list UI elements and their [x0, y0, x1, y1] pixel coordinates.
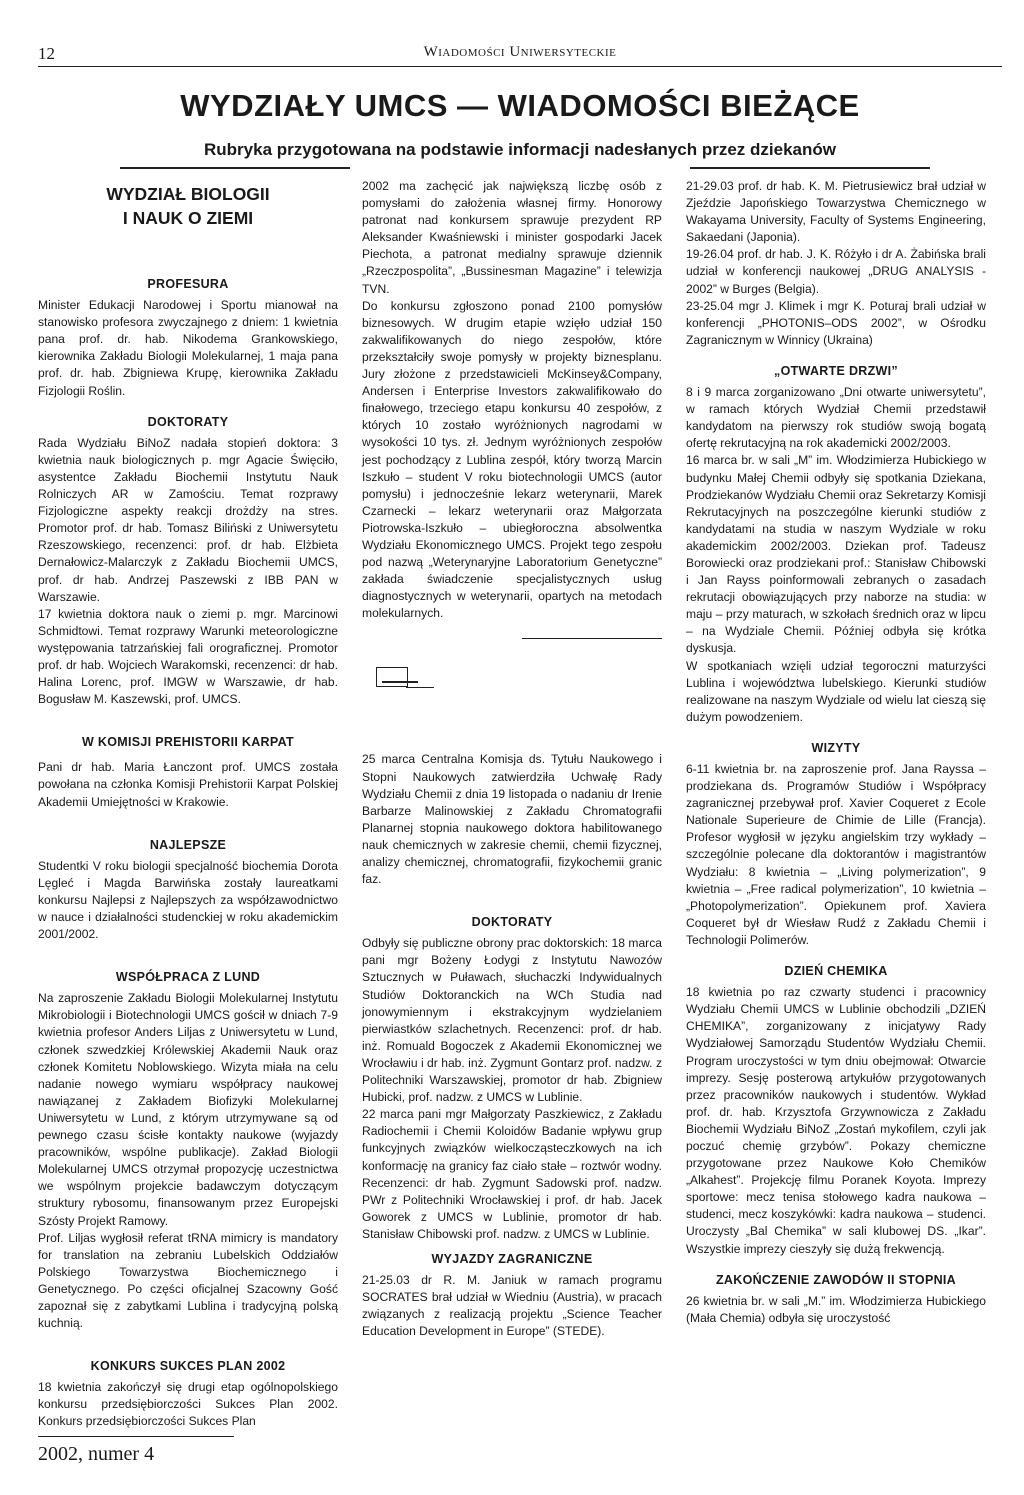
- paragraph-doktoraty-chemia-2: 22 marca pani mgr Małgorzaty Paszkiewicz, z Zakładu Radiochemii i Chemii Koloidów Badanie wpływu grup funkcyjnych związków wielkocząsteczkowych na ich konformację na granicy faz ciało stałe – roztwór wodny. Recenzenci: dr hab. Zygmunt Sadowski prof. nadzw. PWr z Politechniki Wrocławskiej i prof. dr hab. Jacek Goworek z UMCS w Lublinie, promotor dr hab. Stanisław Chibowski prof. nadzw. z UMCS w Lublinie.: [362, 1107, 662, 1241]
- heading-najlepsze: NAJLEPSZE: [149, 837, 227, 852]
- paragraph-dzien-chemika: 18 kwietnia po raz czwarty studenci i pracownicy Wydziału Chemii UMCS w Lublinie obchodzili „DZIEŃ CHEMIKA”, zorganizowany z inicjatywy Rady Wydziałowej Samorządu Studentów Wydziału Chemii. Program uroczystości w tym dniu obejmował: Otwarcie imprezy. Sesję posterową artykułów przygotowanych przez pracowników naukowych i studentów. Wykład prof. dr. hab. Krzysztofa Grzywnowicza z Zakładu Biochemii Wydziału BiNoZ „Zostań mykofilem, czyli jak poczuć chemię grzybów”. Pokazy chemiczne przygotowane przez Naukowe Koło Chemików „Alkahest”. Projekcję filmu Poranek Koyota. Imprezy sportowe: mecz tenisa stołowego kadra naukowa – studenci, mecz koszykówki: kadra naukowa – studenci. Uroczysty „Bal Chemika” w sali klubowej DS. „Ikar”. Wszystkie imprezy cieszyły się dużą frekwencją.: [686, 985, 986, 1256]
- running-title: Wiadomości Uniwersyteckie: [423, 44, 617, 60]
- paragraph-doktoraty-chemia-1: Odbyły się publiczne obrony prac doktorskich: 18 marca pani mgr Bożeny Łodygi z Instytutu Nawozów Sztucznych w Puławach, słuchaczki Indywidualnych Studiów Doktoranckich na WCh Studia nad jonowymiennym i ekstrakcyjnym wydzielaniem pierwiastków szlachetnych. Recenzenci: prof. dr hab. inż. Romuald Bogoczek z Akademii Ekonomicznej we Wrocławiu i dr hab. inż. Zygmunt Gontarz prof. nadzw. z Politechniki Warszawskiej, promotor dr hab. Zbigniew Hubicki, prof. nadzw. z UMCS w Lublinie.: [362, 936, 662, 1105]
- paragraph-wyjazd-3: 23-25.04 mgr J. Klimek i mgr K. Poturaj brali udział w konferencji „PHOTONIS–ODS 2002”, w Ośrodku Zagranicznym w Winnicy (Ukraina): [686, 298, 986, 347]
- paragraph-lund-2: Prof. Liljas wygłosił referat tRNA mimicry is mandatory for translation na zebraniu Lubelskich Oddziałów Polskiego Towarzystwa Biochemicznego i Genetycznego. Po części oficjalnej Szacowny Gość zapoznał się z zabytkami Lublina i tradycyjną polską kuchnią.: [38, 1230, 338, 1331]
- paragraph-konkurs-cont: 2002 ma zachęcić jak największą liczbę osób z pomysłami do założenia własnej firmy. Honorowy patronat nad konkursem sprawuje prezydent RP Aleksander Kwaśniewski i minister gospodarki Jacek Piechota, a patronat medialny sprawuje dziennik „Rzeczpospolita”, „Bussinesman Magazine” i telewizja TVN.: [362, 179, 662, 296]
- heading-wyjazdy: WYJAZDY ZAGRANICZNE: [431, 1251, 593, 1266]
- faculty-logo-icon: [376, 667, 436, 693]
- paragraph-lund-1: Na zaproszenie Zakładu Biologii Molekularnej Instytutu Mikrobiologii i Biotechnologii UMCS gościł w dniach 7-9 kwietnia profesor Anders Liljas z Uniwersytetu w Lund, członek szwedzkiej Królewskiej Akademii Nauk oraz członek Komitetu Noblowskiego. Wizyta miała na celu nadanie nowego wymiaru współpracy naukowej nawiązanej z Zakładem Biofizyki Molekularnej Uniwersytetu w Lund, z którym utrzymywane są od pewnego czasu ścisłe kontakty naukowe (wyjazdy pracowników, wspólne publikacje). Zakład Biologii Molekularnej UMCS otrzymał propozycję uczestnictwa we wspólnym projekcie badawczym dotyczącym struktury rybosomu, finansowanym przez Europejski Szósty Projekt Ramowy.: [38, 991, 338, 1228]
- paragraph-drzwi-1: 8 i 9 marca zorganizowano „Dni otwarte uniwersytetu”, w ramach których Wydział Chemii przedstawił kandydatom na pierwszy rok studiów swoją bogatą ofertę rekrutacyjną na rok akademicki 2002/2003.: [686, 385, 986, 451]
- heading-doktoraty: DOKTORATY: [147, 414, 229, 429]
- column-left: [38, 178, 338, 1431]
- heading-dzien-chemika: DZIEŃ CHEMIKA: [784, 964, 888, 979]
- paragraph-komisja: Pani dr hab. Maria Łanczont prof. UMCS została powołana na członka Komisji Prehistorii Karpat Polskiej Akademii Umiejętności w Krakowie.: [38, 760, 338, 809]
- heading-komisja: W KOMISJI PREHISTORII KARPAT: [82, 735, 294, 750]
- paragraph-drzwi-3: W spotkaniach wzięli udział tegoroczni maturzyści Lublina i województwa lubelskiego. Kierunki studiów realizowane na naszym Wydziale od wielu lat cieszą się dużym powodzeniem.: [686, 658, 986, 724]
- paragraph-drzwi-2: 16 marca br. w sali „M” im. Włodzimierza Hubickiego w budynku Małej Chemii odbyły się spotkania Dziekana, Prodziekanów Wydziału Chemii oraz Sekretarzy Komisji Rekrutacyjnych na poszczególne kierunki studiów z kandydatami na studia w naszym Wydziale w roku akademickim 2002/2003. Dziekan prof. Tadeusz Borowiecki oraz prodziekani prof.: Stanisław Chibowski i Jan Rayss poinformowali zebranych o zasadach rekrutacji obowiązujących przy naborze na studia: w maju – przy maturach, w szkołach średnich oraz w lipcu – na Wydziale Chemii. Później odbyła się krótka dyskusja.: [686, 453, 986, 656]
- department-title-line1: WYDZIAŁ BIOLOGII: [106, 184, 270, 204]
- header-divider: [38, 66, 1002, 67]
- heading-profesura: PROFESURA: [147, 277, 229, 291]
- paragraph-wyjazd-2: 19-26.04 prof. dr hab. J. K. Różyło i dr A. Żabińska brali udział w konferencji naukowej „DRUG ANALYSIS - 2002” w Burges (Belgia).: [686, 247, 986, 296]
- heading-otwarte-drzwi: „OTWARTE DRZWI”: [774, 363, 898, 378]
- department-title-line2: I NAUK O ZIEMI: [122, 208, 254, 228]
- paragraph-konkurs-cont-2: Do konkursu zgłoszono ponad 2100 pomysłów biznesowych. W drugim etapie wzięło udział 150 zakwalifikowanych do niego zespołów, które przekształciły swoje pomysły w projekty biznesplanu. Jury złożone z przedstawicieli McKinsey&Company, Andersen i Enterprise Investors zakwalifikowało do finałowego, trzeciego etapu konkursu 40 zespołów, z których 10 zostało wyróżnionych nagrodami w wysokości 10 tys. zł. Jednym wyróżnionych zespołów jest pochodzący z Lublina zespół, który tworzą Marcin Iszkuło – student V roku biotechnologii UMCS (autor pomysłu) i jednocześnie lekarz weterynarii, Marek Czarnecki – lekarz weterynarii oraz Małgorzata Piotrowska-Iszkuło – ubiegłoroczna absolwentka Wydziału Ekonomicznego UMCS. Projekt tego zespołu pod nazwą „Weterynaryjne Laboratorium Genetyczne” zakłada świadczenie specjalistycznych usług diagnostycznych w weterynarii, opartych na metodach molekularnych.: [362, 298, 662, 621]
- paragraph-doktoraty-1: Rada Wydziału BiNoZ nadała stopień doktora: 3 kwietnia nauk biologicznych p. mgr Agacie Święciło, asystentce Zakładu Biochemii Instytutu Nauk Rolniczych AR w Zamościu. Temat rozprawy Fizjologiczne aspekty reakcji drożdży na stres. Promotor prof. dr hab. Tomasz Biliński z Uniwersytetu Rzeszowskiego, recenzenci: prof. dr hab. Elżbieta Dernałowicz-Malarczyk z Zakładu Biochemii UMCS, prof. dr hab. Andrzej Paszewski z IBB PAN w Warszawie.: [38, 435, 338, 604]
- paragraph-profesura: Minister Edukacji Narodowej i Sportu mianował na stanowisko profesora zwyczajnego z dniem: 1 kwietnia pana prof. dr. hab. Nikodema Grankowskiego, kierownika Zakładu Biologii Molekularnej, 1 maja pana prof. dr. hab. Zbigniewa Krupę, kierownika Zakładu Fizjologii Roślin.: [38, 298, 338, 398]
- paragraph-wyjazd-1: 21-29.03 prof. dr hab. K. M. Pietrusiewicz brał udział w Zjeździe Japońskiego Towarzystwa Chemicznego w Wakayama University, Faculty of Systems Engineering, Sakaedani (Japonia).: [686, 179, 986, 245]
- page-header: [38, 40, 1002, 64]
- heading-doktoraty-chemia: DOKTORATY: [471, 915, 553, 930]
- issue-number: 2002, numer 4: [38, 1443, 155, 1465]
- column-middle: [362, 178, 662, 1340]
- footer-divider: [38, 1436, 234, 1437]
- rule-right: [690, 167, 930, 169]
- heading-konkurs: KONKURS SUKCES PLAN 2002: [90, 1359, 286, 1374]
- section-separator: [522, 638, 662, 639]
- column-right: [686, 178, 986, 1327]
- page-title: WYDZIAŁY UMCS — WIADOMOŚCI BIEŻĄCE: [180, 88, 860, 123]
- paragraph-doktoraty-2: 17 kwietnia doktora nauk o ziemi p. mgr. Marcinowi Schmidtowi. Temat rozprawy Warunki meteorologiczne występowania tatrzańskiej fali orograficznej. Promotor prof. dr hab. Wojciech Warakomski, recenzenci: dr hab. Halina Lorenc, prof. IMGW w Warszawie, dr hab. Bogusław M. Kaszewski, prof. UMCS.: [38, 606, 338, 707]
- paragraph-najlepsze: Studentki V roku biologii specjalność biochemia Dorota Lęgleć i Magda Barwińska zostały laureatkami konkursu Najlepsi z Najlepszych za współzawodnictwo w nauce i działalności studenckiej w roku akademickim 2001/2002.: [38, 858, 338, 942]
- paragraph-konkurs: 18 kwietnia zakończył się drugi etap ogólnopolskiego konkursu przedsiębiorczości Sukces Plan 2002. Konkurs przedsiębiorczości Sukces Plan: [38, 1380, 338, 1429]
- heading-wizyty: WIZYTY: [811, 740, 861, 755]
- heading-lund: WSPÓŁPRACA Z LUND: [115, 970, 261, 985]
- paragraph-wyjazdy: 21-25.03 dr R. M. Janiuk w ramach programu SOCRATES brał udział w Wiedniu (Austria), w pracach związanych z realizacją projektu „Science Teacher Education Development in Europe” (STEDE).: [362, 1273, 662, 1339]
- page-subtitle: Rubryka przygotowana na podstawie informacji nadesłanych przez dziekanów: [204, 140, 836, 159]
- paragraph-zakonczenie: 26 kwietnia br. w sali „M.” im. Włodzimierza Hubickiego (Mała Chemia) odbyła się uroczystość: [686, 1293, 986, 1325]
- paragraph-habilitacja: 25 marca Centralna Komisja ds. Tytułu Naukowego i Stopni Naukowych zatwierdziła Uchwałę Rady Wydziału Chemii z dnia 19 listopada o nadaniu dr Irenie Barbarze Malinowskiej z Zakładu Chromatografii Planarnej stopnia naukowego doktora habilitowanego nauk chemicznych w zakresie chemii, chemii fizycznej, analizy chemicznej, chromatografii, fizykochemii granic faz.: [362, 752, 662, 887]
- paragraph-wizyty: 6-11 kwietnia br. na zaproszenie prof. Jana Rayssa – prodziekana ds. Programów Studiów i Współpracy zagranicznej przebywał prof. Xavier Coqueret z Ecole Nationale Superieure de Chimie de Lille (Francja). Profesor wygłosił w języku angielskim trzy wykłady – szczególnie polecane dla doktorantów i magistrantów Wydziału: 8 kwietnia – „Living polymerization”, 9 kwietnia – „Free radical polymerization”, 10 kwietnia – „Photopolymerization”. Opiekunem prof. Xaviera Coqueret był dr Wiesław Rudź z Zakładu Chemii i Technologii Polimerów.: [686, 762, 986, 947]
- heading-zakonczenie: ZAKOŃCZENIE ZAWODÓW II STOPNIA: [715, 1272, 957, 1287]
- page-number: 12: [38, 44, 55, 63]
- rule-left: [120, 167, 350, 169]
